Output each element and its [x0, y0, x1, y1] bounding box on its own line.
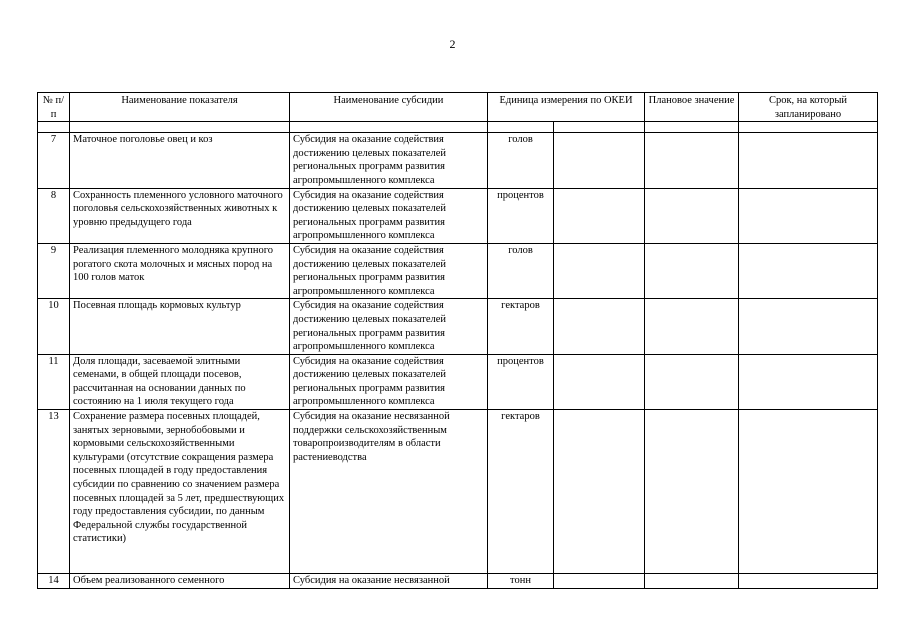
indicator-name: Реализация племенного молодняка крупного рогатого скота молочных и мясных пород на 100 голов маток [70, 243, 290, 298]
header-indicator: Наименование показателя [70, 93, 290, 122]
subsidy-name: Субсидия на оказание содействия достижению целевых показателей региональных программ развития агропромышленного комплекса [290, 133, 488, 188]
indicator-name: Объем реализованного семенного [70, 574, 290, 589]
table-spacer-row [38, 122, 878, 133]
row-number: 7 [38, 133, 70, 188]
spacer-cell [38, 122, 70, 133]
indicators-table [37, 92, 878, 589]
row-number: 8 [38, 188, 70, 243]
table-row [38, 133, 878, 188]
header-plan: Плановое значение [645, 93, 739, 122]
indicator-name: Посевная площадь кормовых культур [70, 299, 290, 354]
table-row [38, 243, 878, 298]
page-number: 2 [449, 37, 456, 51]
subsidy-name: Субсидия на оказание несвязанной [290, 574, 488, 589]
unit-name: голов [488, 133, 554, 188]
row-number: 9 [38, 243, 70, 298]
unit-code-cell [554, 574, 645, 589]
subsidy-name: Субсидия на оказание содействия достижению целевых показателей региональных программ развития агропромышленного комплекса [290, 299, 488, 354]
unit-code-cell [554, 188, 645, 243]
unit-name: процентов [488, 354, 554, 409]
deadline-cell [739, 243, 878, 298]
table-header-row [38, 93, 878, 122]
unit-name: процентов [488, 188, 554, 243]
plan-value-cell [645, 410, 739, 574]
deadline-cell [739, 188, 878, 243]
row-number: 11 [38, 354, 70, 409]
unit-name: тонн [488, 574, 554, 589]
header-subsidy: Наименование субсидии [290, 93, 488, 122]
spacer-cell [488, 122, 554, 133]
unit-code-cell [554, 299, 645, 354]
header-unit: Единица измерения по ОКЕИ [488, 93, 645, 122]
header-num: № п/п [38, 93, 70, 122]
unit-name: голов [488, 243, 554, 298]
deadline-cell [739, 133, 878, 188]
table-row [38, 354, 878, 409]
plan-value-cell [645, 188, 739, 243]
deadline-cell [739, 299, 878, 354]
spacer-cell [554, 122, 645, 133]
unit-name: гектаров [488, 410, 554, 574]
spacer-cell [739, 122, 878, 133]
table-row [38, 410, 878, 574]
plan-value-cell [645, 574, 739, 589]
spacer-cell [70, 122, 290, 133]
row-number: 14 [38, 574, 70, 589]
subsidy-name: Субсидия на оказание содействия достижению целевых показателей региональных программ развития агропромышленного комплекса [290, 243, 488, 298]
plan-value-cell [645, 133, 739, 188]
subsidy-name: Субсидия на оказание несвязанной поддержки сельскохозяйственным товаропроизводителям в области растениеводства [290, 410, 488, 574]
indicator-name: Сохранность племенного условного маточного поголовья сельскохозяйственных животных к уровню предыдущего года [70, 188, 290, 243]
plan-value-cell [645, 243, 739, 298]
table-row [38, 574, 878, 589]
plan-value-cell [645, 354, 739, 409]
unit-name: гектаров [488, 299, 554, 354]
row-number: 10 [38, 299, 70, 354]
subsidy-name: Субсидия на оказание содействия достижению целевых показателей региональных программ развития агропромышленного комплекса [290, 188, 488, 243]
table-row [38, 188, 878, 243]
subsidy-name: Субсидия на оказание содействия достижению целевых показателей региональных программ развития агропромышленного комплекса [290, 354, 488, 409]
indicator-name: Доля площади, засеваемой элитными семенами, в общей площади посевов, рассчитанная на основании данных по состоянию на 1 июля текущего года [70, 354, 290, 409]
spacer-cell [645, 122, 739, 133]
deadline-cell [739, 354, 878, 409]
plan-value-cell [645, 299, 739, 354]
unit-code-cell [554, 133, 645, 188]
unit-code-cell [554, 243, 645, 298]
row-number: 13 [38, 410, 70, 574]
deadline-cell [739, 574, 878, 589]
spacer-cell [290, 122, 488, 133]
deadline-cell [739, 410, 878, 574]
unit-code-cell [554, 354, 645, 409]
header-deadline: Срок, на который запланировано [739, 93, 878, 122]
table-row [38, 299, 878, 354]
indicator-name: Маточное поголовье овец и коз [70, 133, 290, 188]
unit-code-cell [554, 410, 645, 574]
indicator-name: Сохранение размера посевных площадей, занятых зерновыми, зернобобовыми и кормовыми сельскохозяйственными культурами (отсутствие сокращения размера посевных площадей в году предоставления субсидии по сравнению со значением размера посевных площадей за 5 лет, предшествующих году предоставления субсидии, по данным Федеральной службы государственной статистики) [70, 410, 290, 574]
